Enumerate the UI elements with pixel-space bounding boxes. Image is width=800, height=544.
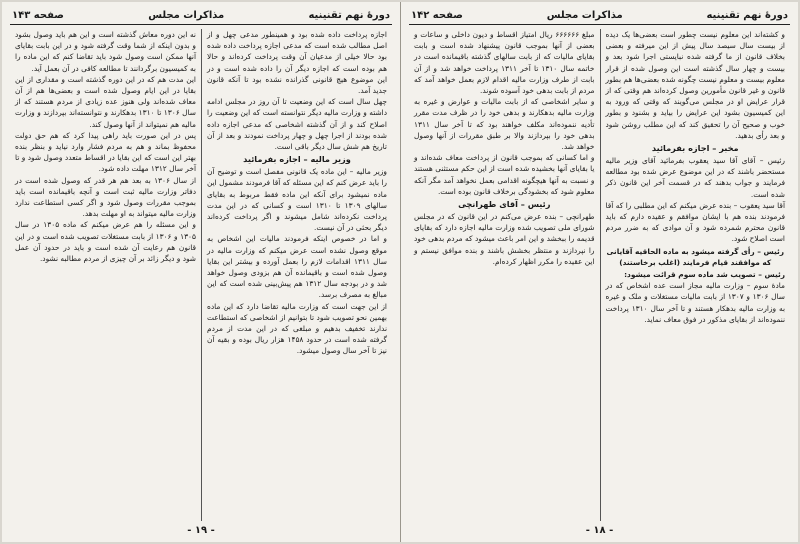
book-spread: [2, 2, 798, 542]
header-session: دورهٔ نهم تقنینیه: [308, 9, 390, 21]
section-heading: مخبر – اجازه بفرمائید: [651, 143, 739, 154]
paragraph: مبلغ ۶۶۶۶۶۶ ریال امتیاز اقساط و دیون داخلی و ساعات و بعضی از آنها بموجب قانون پیشنهاد شده است و بابت بقایای مالیات که از بابت سالهای گذشته باقیمانده است در خاتمه سال ۱۳۱۰ تا آخر ۱۳۱۱ پرداخت خواهد شد و از آن بابت از طرف وزارت مالیه اقدام لازم بعمل خواهد آمد که مردم از بابت بدهی خود آسوده شوند.: [414, 30, 595, 96]
page-footer-number: - ۱۸ -: [585, 525, 614, 536]
paragraph: و اما کسانی که بموجب قانون از پرداخت معاف شده‌اند و یا بقایای آنها بخشیده شده است از این حکم مستثنی هستند و نسبت به آنها هیچگونه اقدامی بعمل نخواهد آمد مگر آنکه معلوم شود که بخشودگی برخلاف قانون بوده است.: [414, 153, 595, 196]
header-title: مذاکرات مجلس: [546, 9, 623, 21]
paragraph: و این مسئله را هم عرض میکنم که ماده ۱۳۰۵ در سال ۱۳۰۵ و ۱۳۰۶ از بابت مستغلات تصویب شده است و در این قانون هم رعایت آن شده است و باید در حدود آن عمل شود و دیگر زائد بر آن چیزی از مردم مطالبه نشود.: [15, 220, 196, 264]
header-title: مذاکرات مجلس: [148, 9, 225, 21]
paragraph: و سایر اشخاصی که از بابت مالیات و عوارض و غیره به وزارت مالیه بدهکارند و بدهی خود را در ظرف مدت مقرر تأدیه ننموده‌اند مکلف خواهند بود که تا آخر سال ۱۳۱۱ بدهی خود را بپردازند والا بر طبق مقررات از آنها وصول خواهد شد.: [414, 97, 595, 152]
paragraph: طهرانچی – بنده عرض می‌کنم در این قانون که در مجلس شورای ملی تصویب شده وزارت مالیه اجازه دارد که بقایای قدیمه را ببخشد و این امر باعث میشود که مردم بدهی خود را نپردازند و منتظر بخشش باشند و بنده موافق نیستم و این عقیده را مکرر اظهار کرده‌ام.: [414, 212, 595, 266]
paragraph: آقا سید یعقوب – بنده عرض میکنم که این مطلبی را که آقا فرمودند بنده هم با ایشان موافقم و عقیده دارم که باید قانون محترم شمرده شود و آن موادی که به ضرر مردم است اصلاح شود.: [605, 200, 785, 244]
paragraph: پس در این صورت باید راهی پیدا کرد که هم حق دولت محفوظ بماند و هم به مردم فشار وارد نیاید و بنظر بنده بهتر این است که این بقایا در اقساط متعدد وصول شود و تا آخر سال ۱۳۱۲ مهلت داده شود.: [15, 130, 196, 174]
section-heading: رئیس – آقای طهرانچی: [458, 199, 551, 210]
page-header: [409, 6, 790, 25]
paragraph: رئیس – آقای آقا سید یعقوب بفرمائید آقای وزیر مالیه مستحضر باشند که در این موضوع عرض شده بود مطالعه فرمایند و جواب بدهند که در قسمت آخر این قانون ذکر شده است.: [605, 156, 785, 199]
paragraph: این مدت هم که در این دوره گذشته است و مقداری از این بقایا در این ایام وصول شده است و بعضی‌ها هم از آن معاف شده‌اند ولی هنوز عده زیادی از مردم هستند که از سال ۱۳۰۶ تا ۱۳۱۰ بدهکارند و نتوانسته‌اند بپردازند و وزارت مالیه هم نمیتواند از آنها وصول کند.: [15, 74, 196, 129]
paragraph: اجازه پرداخت داده شده بود و همینطور مدعی چهل و از اصل مطالب شده است که مدعی اجازه پرداخت داده شده بود حالا خیلی از مدعیان آن وقت پرداخت کرده‌اند و حالا هم بوده است که اجازه دیگر آن را داده شده است و در این موضوع هیچ قانونی گذرانده نشده بود تا آنکه قانون جدید آمد.: [207, 30, 387, 96]
paragraph: رئیس – رأی گرفته میشود به ماده الحاقیه آقایانی که موافقند قیام فرمایند (اغلب برخاستند): [606, 246, 785, 267]
page-body: [409, 29, 790, 521]
text-column-1: [600, 29, 791, 521]
paragraph: و اما در خصوص اینکه فرمودند مالیات این اشخاص به موقع وصول نشده است عرض میکنم که وزارت مالیه در سال ۱۳۱۱ اقدامات لازم را بعمل آورده و بیشتر این بقایا وصول شده است و باقیمانده آن هم بزودی وصول خواهد شد و در بودجه سال ۱۳۱۲ هم پیش‌بینی شده است که این مبالغ به مصرف برسد.: [207, 234, 387, 300]
header-page-number: صفحه ۱۴۳: [12, 9, 64, 21]
left-page: [2, 2, 400, 542]
paragraph: از این جهت است که وزارت مالیه تقاضا دارد که این ماده بهمین نحو تصویب شود تا بتوانیم از اشخاصی که استطاعت ندارند تخفیف بدهیم و مبلغی که در این مدت از مردم گرفته شده است در حدود ۱۴۵۸ هزار ریال بوده و بقیه آن نیز تا آخر سال وصول میشود.: [207, 301, 387, 356]
page-footer-number: - ۱۹ -: [187, 525, 215, 536]
paragraph: چهل سال است که این وضعیت تا آن روز در مجلس ادامه داشته و وزارت مالیه دیگر نتوانسته است که این وضعیت را اصلاح کند و از آن گذشته اشخاصی که مدعی اجازه داده شده بودند از اجرا چهل و چهار پرداخت نمودند و بعد از آن تاریخ هم شش سال دیگر باقی است.: [207, 97, 387, 152]
page-body: [10, 29, 392, 521]
right-page: [400, 2, 798, 542]
paragraph: رئیس – تصویب شد ماده سوم قرائت میشود:: [624, 270, 785, 280]
paragraph: از سال ۱۳۰۶ به بعد هم هر قدر که وصول شده است در دفاتر وزارت مالیه ثبت است و آنچه باقیمانده است باید بموجب مقررات وصول شود و اگر کسی استطاعت ندارد وزارت مالیه میتواند به او مهلت بدهد.: [15, 175, 196, 219]
header-session: دورهٔ نهم تقنینیه: [706, 9, 788, 21]
text-column-1: [201, 29, 392, 521]
page-header: [10, 6, 392, 25]
paragraph: و کشته‌اند این معلوم نیست چطور است بعضی‌ها یک دیده از بیست سال سیصد سال پیش از این میرفته و بعضی بخلاف قانون از ما گرفته شده نبایستی اجرا شود بعد و بیست و چهار سال گذشته است این وصول شده از قرار معلوم بیست و معلوم نیست چگونه شده بعضی‌ها هم بطور قانون و غیر قانون مأمورین وصول کرده‌اند هم وقتی که از قرار عرایض او در مجلس می‌گویند که وقتی که ورود به این کمیسیون بشود این عرایض را بیاید و بشنود و بطور خوب و صحیح آن را تحقیق کند که این مطلب روشن شود و بعد رأی بدهید.: [605, 30, 785, 140]
header-page-number: صفحه ۱۴۲: [411, 9, 463, 21]
section-heading: وزیر مالیه – اجازه بفرمائید: [243, 154, 351, 165]
paragraph: نه این دوره معاش گذشته است و این هم باید وصول بشود و بدون اینکه از شما وقت گرفته شود و در این بابت بقایای آنها ممکن است وصول شود باید تقاضا کنم که این ماده را به کمیسیون برگردانند تا مطالعه کافی در آن بعمل آید.: [15, 30, 196, 73]
text-column-2: [10, 29, 201, 521]
paragraph: وزیر مالیه – این ماده یک قانونی مفصل است و توضیح آن را باید عرض کنم که این مسئله که آقا فرمودند مشمول این ماده نمیشود برای آنکه این ماده فقط مربوط به بقایای سالهای ۱۳۰۹ تا ۱۳۱۰ است و کسانی که در این مدت پرداخت نکرده‌اند شامل میشوند و اگر پرداخت کرده‌اند دیگر بحثی در آن نیست.: [207, 167, 387, 233]
paragraph: مادهٔ سوم – وزارت مالیه مجاز است عده اشخاص که در سال ۱۳۰۶ و ۱۳۰۷ از بابت مالیات مستغلات و ملک و غیره به وزارت مالیه بدهکار هستند و تا آخر سال ۱۳۱۰ پرداخت ننموده‌اند از بقایای مذکور در فوق معاف نماید.: [605, 281, 785, 324]
text-column-2: [409, 29, 600, 521]
